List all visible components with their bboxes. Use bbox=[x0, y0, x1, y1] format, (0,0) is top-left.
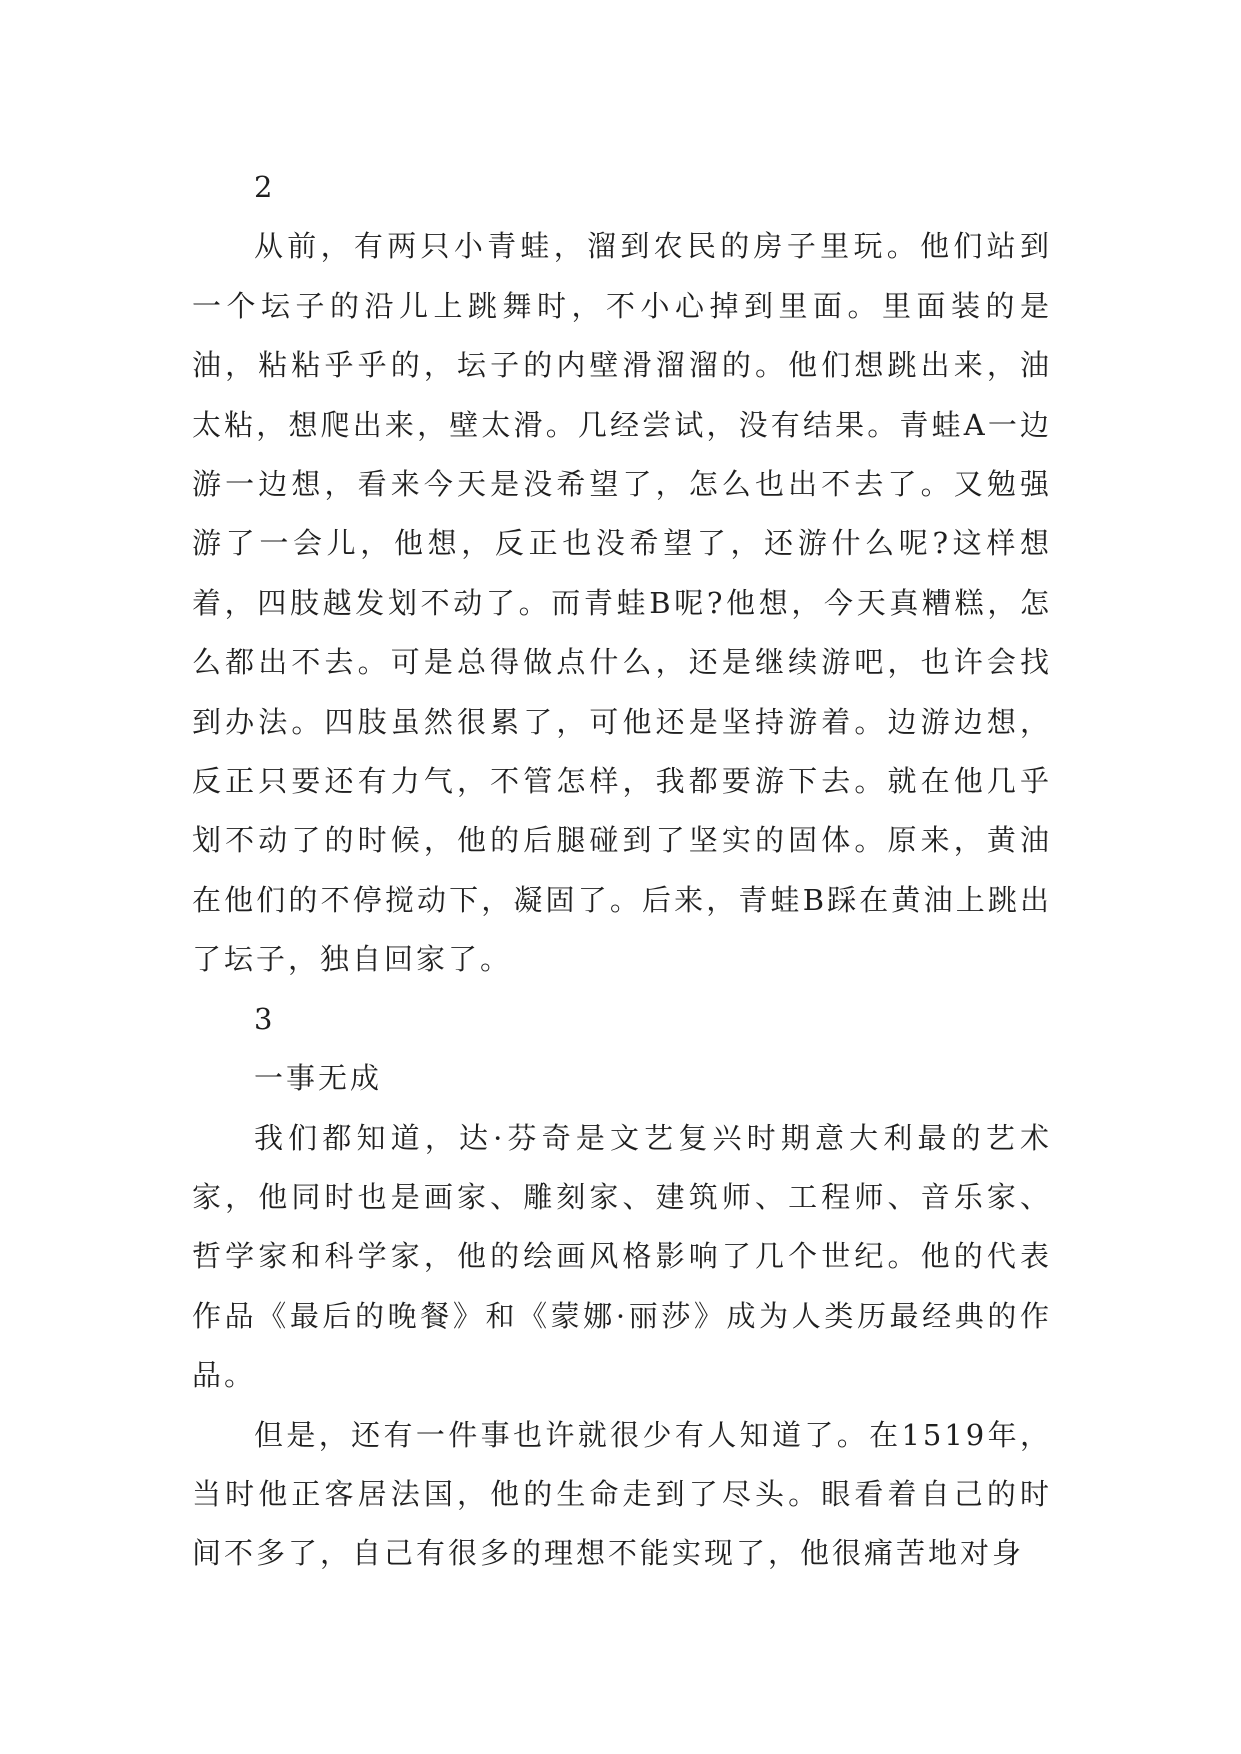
section-number-2: 2 bbox=[254, 170, 276, 204]
paragraph-davinci-intro: 我们都知道，达·芬奇是文艺复兴时期意大利最的艺术家，他同时也是画家、雕刻家、建筑师、工程师、音乐家、哲学家和科学家，他的绘画风格影响了几个世纪。他的代表作品《最后的晚餐》和《蒙娜·丽莎》成为人类历最经典的作品。 bbox=[192, 1120, 1052, 1393]
section-number-3: 3 bbox=[254, 1001, 276, 1036]
paragraph-frogs-story: 从前，有两只小青蛙，溜到农民的房子里玩。他们站到一个坛子的沿儿上跳舞时，不小心掉到里面。里面装的是油，粘粘乎乎的，坛子的内壁滑溜溜的。他们想跳出来，油太粘，想爬出来，壁太滑。几经尝试，没有结果。青蛙A一边游一边想，看来今天是没希望了，怎么也出不去了。又勉强游了一会儿，他想，反正也没希望了，还游什么呢?这样想着，四肢越发划不动了。而青蛙B呢?他想，今天真糟糕，怎么都出不去。可是总得做点什么，还是继续游吧，也许会找到办法。四肢虽然很累了，可他还是坚持游着。边游边想，反正只要还有力气，不管怎样，我都要游下去。就在他几乎划不动了的时候，他的后腿碰到了坚实的固体。原来，黄油在他们的不停搅动下，凝固了。后来，青蛙B踩在黄油上跳出了坛子，独自回家了。 bbox=[192, 229, 1052, 977]
section-title: 一事无成 bbox=[254, 1061, 383, 1096]
document-body bbox=[192, 158, 1052, 1584]
paragraph-davinci-ending: 但是，还有一件事也许就很少有人知道了。在1519年，当时他正客居法国，他的生命走到了尽头。眼看着自己的时间不多了，自己有很多的理想不能实现了，他很痛苦地对身 bbox=[192, 1417, 1052, 1571]
